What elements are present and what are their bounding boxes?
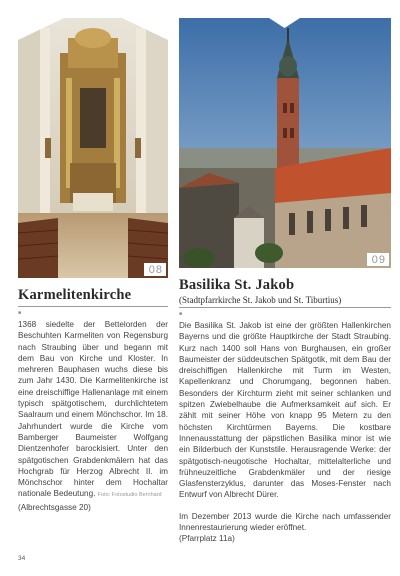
section-subtitle: (Stadtpfarrkirche St. Jakob und St. Tiburtius) (179, 295, 342, 305)
karmelitenkirche-section (18, 18, 168, 513)
bullet-icon: ■ (179, 311, 183, 317)
title-divider (18, 306, 168, 307)
section-body-2: Im Dezember 2013 wurde die Kirche nach umfassender Innenrestaurierung wieder eröffnet. (179, 511, 391, 533)
section-title: Karmelitenkirche (18, 287, 132, 303)
photo-number: 08 (144, 263, 166, 276)
church-interior-image (18, 18, 168, 278)
photo-credit: Foto: Fotostudio Bernhard (97, 492, 162, 499)
body-text: 1368 siedelte der Bettelorden der Beschuhten Karmeliten von Regensburg nach Straubing über und begann mit dem Bau von Kirche und Kloster. In mehreren Bauphasen wuchs diese bis zum Jahr 1430. Die Karmelitenkirche ist eine dreischiffige Hallenanlage mit einem typisch spätgotischem, durchlichtetem Saalraum und einem Mönchschor. Im 18. Jahrhundert wurde die Kirche vom Bamberger Baumeister Wolfgang Dientzenhofer barockisiert. Unter den spätgotischen Grabdenkmälern hat das Hochgrab für Herzog Albrecht II. im Mönchschor hinter dem Hochaltar nationale Bedeutung. (18, 320, 168, 499)
section-body (18, 319, 168, 502)
address: (Pfarrplatz 11a) (179, 534, 235, 544)
section-body: Die Basilika St. Jakob ist eine der größten Hallenkirchen Bayerns und die größte Hauptkirche der Stadt Straubing. Kurz nach 1400 soll Hans von Burghausen, ein großer Baumeister der süddeutschen Spätgotik, mit dem Bau der dreischiffigen Hallenkirche mit Turm im Westen, Kapellenkranz und Chorumgang, begonnen haben. Besonders der Kirchturm zieht mit seiner schlanken und spitzen Zwiebelhaube die Aufmerksamkeit auf sich. Er zählt mit seiner Höhe von knapp 95 Metern zu den höchsten Kirchtürmen Bayerns. Die kostbare Innenausstattung der päpstlichen Basilika minor ist wie ein Bilderbuch der Kunststile. Herausragende Werke: der spätgotisch-neugotische Hochaltar, mittelalterliche und frühneuzeitliche Grabdenkmäler und der riesige Glasfensterzyklus, darunter das Moses-Fenster nach Entwurf von Albrecht Dürer. (179, 321, 391, 500)
karmelitenkirche-photo (18, 18, 168, 278)
page-number: 34 (18, 555, 26, 562)
title-divider (179, 307, 391, 308)
basilika-section (179, 18, 391, 545)
bullet-icon: ■ (18, 310, 22, 316)
address: (Albrechtsgasse 20) (18, 502, 91, 512)
basilika-exterior-image (179, 18, 391, 268)
section-title: Basilika St. Jakob (179, 277, 295, 293)
photo-number: 09 (367, 253, 389, 266)
basilika-photo (179, 18, 391, 268)
